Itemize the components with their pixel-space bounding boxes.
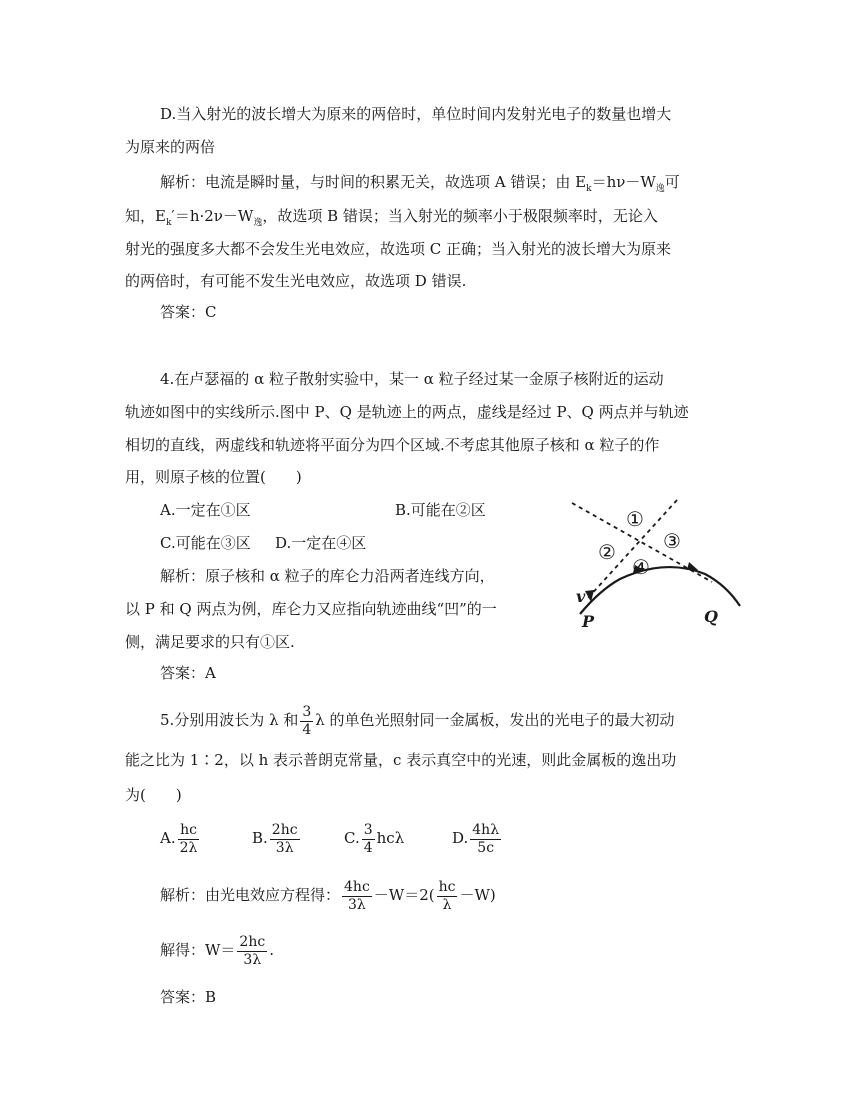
region-2-label: ②: [598, 540, 616, 564]
fraction-denominator: 4: [363, 839, 373, 856]
fraction-numerator: 3: [302, 703, 312, 720]
option-a-fraction: [178, 822, 200, 857]
fraction-numerator: 2hc: [239, 933, 266, 950]
q3-option-d-line2: 为原来的两倍: [125, 138, 216, 156]
q3-analysis-line4: 的两倍时，有可能不发生光电效应，故选项 D 错误.: [125, 272, 467, 290]
point-p-label: P: [582, 612, 595, 630]
subscript-yi: 逸: [655, 184, 665, 194]
q5-analysis-text: －W＝2(: [373, 886, 435, 904]
q5-stem-line2: 能之比为 1∶2，以 h 表示普朗克常量，c 表示真空中的光速，则此金属板的逸出功: [125, 751, 677, 769]
q5-option-d: [452, 820, 503, 857]
q4-option-c: C.可能在③区: [160, 534, 251, 552]
q4-option-d: D.一定在④区: [275, 534, 367, 552]
q3-analysis-line1: [160, 172, 680, 199]
option-label: B.: [252, 829, 268, 847]
solution-fraction: [237, 934, 267, 969]
q3-analysis-text: ′＝h·2ν－W: [171, 207, 254, 225]
q4-stem-line3: 相切的直线，两虚线和轨迹将平面分为四个区域.不考虑其他原子核和 α 粒子的作: [125, 436, 660, 454]
q4-analysis-line2: 以 P 和 Q 两点为例，库仑力又应指向轨迹曲线“凹”的一: [125, 600, 497, 618]
q5-option-c: [344, 820, 404, 857]
q4-stem-line2: 轨迹如图中的实线所示.图中 P、Q 是轨迹上的两点，虚线是经过 P、Q 两点并与轨迹: [125, 403, 689, 421]
q5-stem-line3: 为( ): [125, 786, 182, 804]
alpha-scattering-figure: [560, 490, 745, 630]
q4-analysis-line3: 侧，满足要求的只有①区.: [125, 633, 295, 651]
q5-answer: 答案：B: [160, 988, 217, 1006]
fraction-numerator: 4hλ: [472, 821, 500, 838]
q4-option-a: A.一定在①区: [160, 501, 251, 519]
q5-solution: [160, 932, 274, 969]
fraction-denominator: λ: [442, 896, 452, 913]
q4-stem-line1: 4.在卢瑟福的 α 粒子散射实验中，某一 α 粒子经过某一金原子核附近的运动: [160, 370, 664, 388]
q4-stem-line4: 用，则原子核的位置( ): [125, 468, 302, 486]
fraction-denominator: 5c: [477, 839, 495, 856]
q5-stem-text: 5.分别用波长为 λ 和: [160, 711, 299, 729]
fraction-numerator: 3: [363, 821, 373, 838]
fraction-denominator: 4: [302, 721, 312, 738]
option-label: C.: [344, 829, 360, 847]
fraction-denominator: 3λ: [275, 839, 294, 856]
velocity-label: v: [576, 587, 586, 606]
analysis-fraction-2: [437, 879, 458, 914]
q5-analysis-text: －W): [459, 886, 496, 904]
option-label: A.: [160, 829, 176, 847]
fraction-numerator: hc: [178, 822, 200, 840]
q5-option-a: [160, 820, 201, 857]
q4-analysis-line1: 解析：原子核和 α 粒子的库仑力沿两者连线方向，: [160, 567, 495, 585]
fraction-numerator: 4hc: [344, 878, 370, 895]
q3-analysis-text: 可: [664, 173, 680, 191]
q3-analysis-text: 知，E: [125, 207, 166, 225]
q5-stem-line1: [160, 702, 675, 739]
q3-analysis-text: 解析：电流是瞬时量，与时间的积累无关，故选项 A 错误；由 E: [160, 173, 587, 191]
region-3-label: ③: [663, 529, 681, 553]
q3-answer: 答案：C: [160, 303, 217, 321]
q5-stem-text: λ 的单色光照射同一金属板，发出的光电子的最大初动: [315, 711, 675, 729]
fraction-denominator: 3λ: [243, 951, 262, 968]
point-q-label: Q: [704, 607, 718, 626]
fraction-denominator: 2λ: [179, 839, 198, 856]
subscript-k: k: [165, 218, 172, 228]
option-label: D.: [452, 829, 469, 847]
region-1-label: ①: [626, 507, 644, 531]
fraction-three-quarters: [300, 704, 313, 739]
analysis-fraction-1: [342, 879, 372, 914]
q3-analysis-text: ，故选项 B 错误；当入射光的频率小于极限频率时，无论入: [262, 207, 658, 225]
q5-analysis: [160, 877, 496, 914]
fraction-numerator: 2hc: [271, 821, 298, 838]
fraction-denominator: 3λ: [348, 896, 366, 913]
q3-analysis-text: ＝hν－W: [591, 173, 656, 191]
option-c-fraction: [362, 822, 375, 857]
arrowhead-right: [687, 562, 698, 570]
q3-analysis-line3: 射光的强度多大都不会发生光电效应，故选项 C 正确；当入射光的波长增大为原来: [125, 240, 672, 258]
q3-analysis-line2: [125, 206, 658, 233]
q5-option-b: [252, 820, 302, 857]
q3-option-d-line1: D.当入射光的波长增大为原来的两倍时，单位时间内发射光电子的数量也增大: [160, 105, 672, 123]
q5-solution-text: 解得：W＝: [160, 941, 236, 959]
option-b-fraction: [270, 822, 300, 857]
q4-option-b: B.可能在②区: [395, 501, 486, 519]
option-d-fraction: [470, 822, 501, 857]
fraction-numerator: hc: [438, 878, 456, 895]
q5-solution-text: .: [269, 941, 274, 959]
subscript-yi: 逸: [253, 218, 263, 228]
region-4-label: ④: [632, 555, 650, 579]
option-c-tail: hcλ: [376, 829, 405, 847]
q5-analysis-text: 解析：由光电效应方程得：: [160, 886, 341, 904]
q4-answer: 答案：A: [160, 664, 216, 682]
subscript-k: k: [586, 184, 592, 194]
